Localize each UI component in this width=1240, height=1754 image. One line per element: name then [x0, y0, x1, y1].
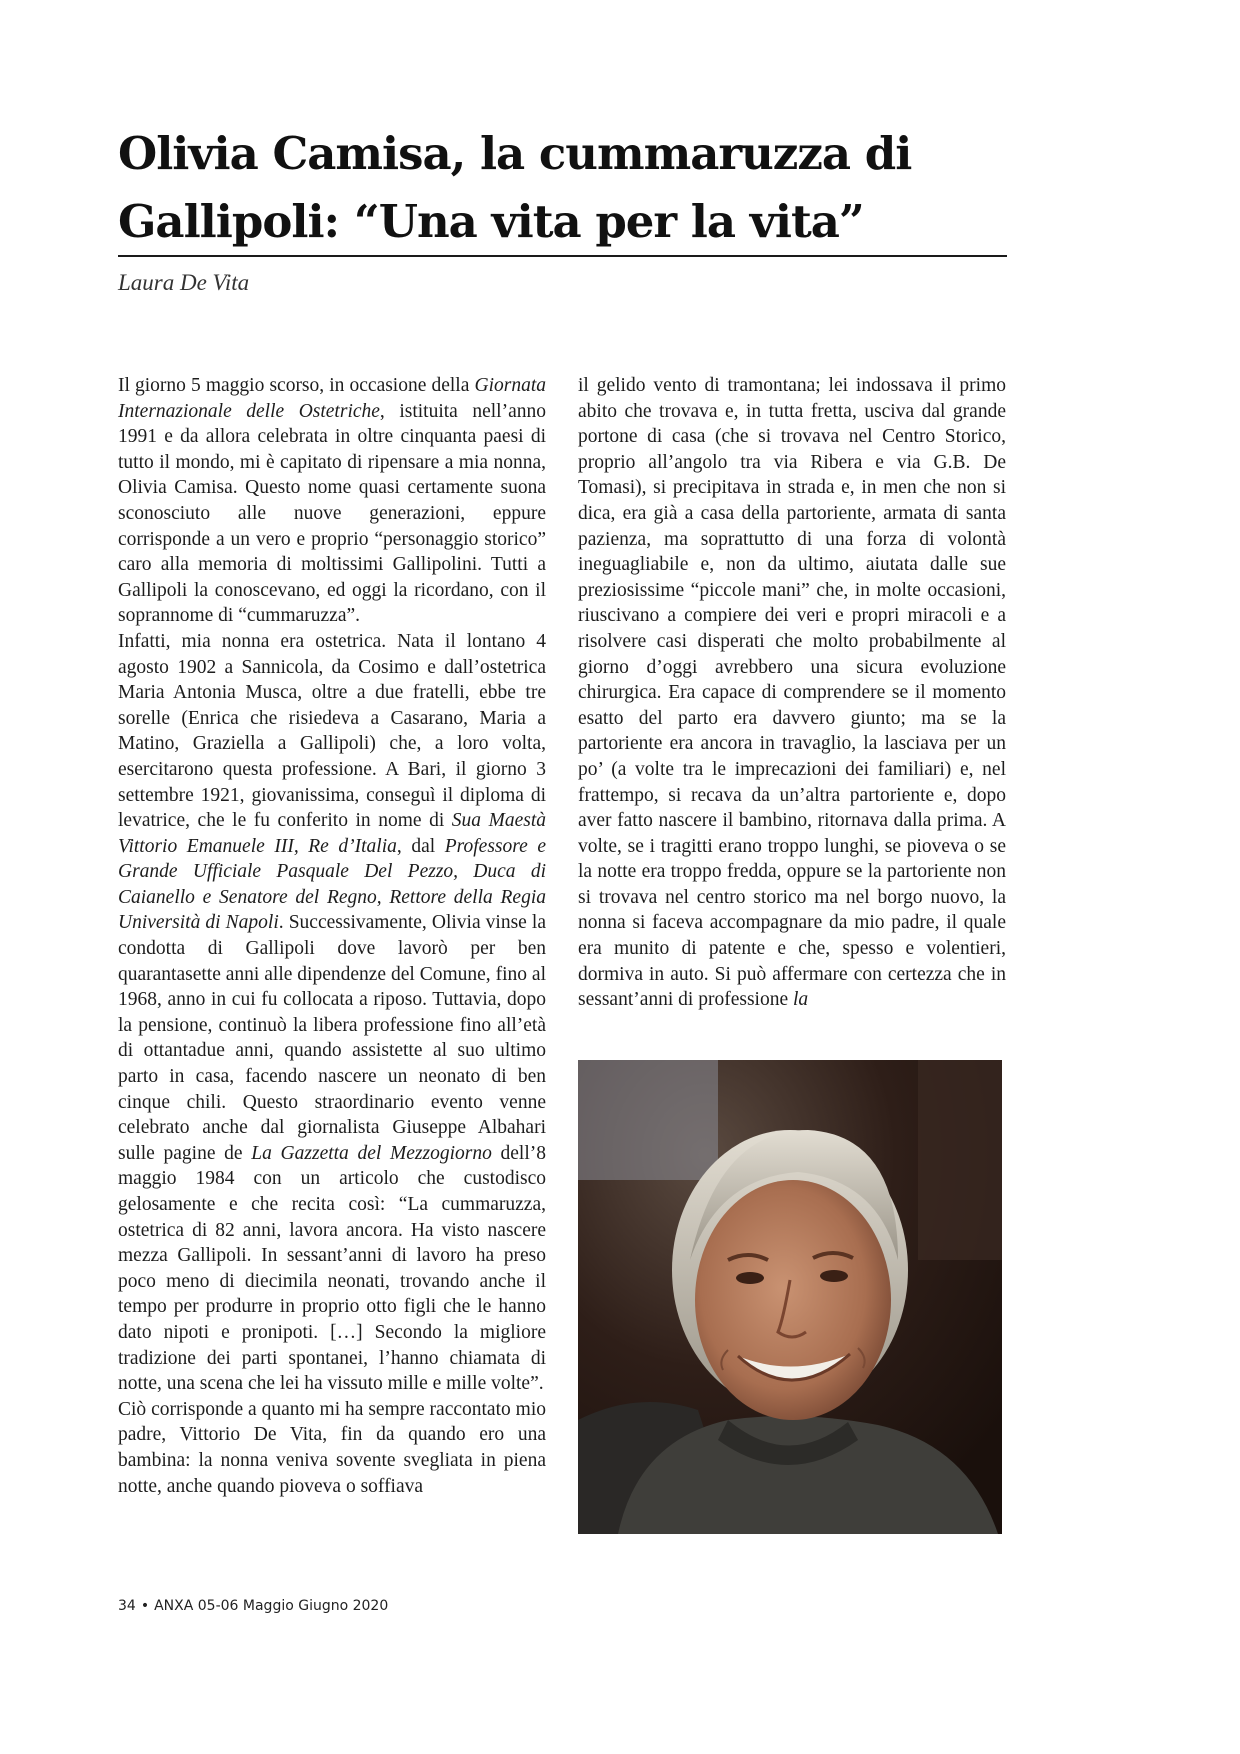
page-footer [118, 1598, 393, 1614]
portrait-illustration [578, 1060, 1002, 1534]
magazine-issue: ANXA 05-06 Maggio Giugno 2020 [154, 1598, 389, 1614]
paragraph: Infatti, mia nonna era ostetrica. Nata il lontano 4 agosto 1902 a Sannicola, da Cosimo e dall’ostetrica Maria Antonia Musca, oltre a due fratelli, ebbe tre sorelle (Enrica che risiedeva a Casarano, Maria a Matino, Graziella a Gallipoli) che, a loro volta, esercitarono questa professione. A Bari, il giorno 3 settembre 1921, giovanissima, conseguì il diploma di levatrice, che le fu conferito in nome di Sua Maestà Vittorio Emanuele III, Re d’Italia, dal Professore e Grande Ufficiale Pasquale Del Pezzo, Duca di Caianello e Senatore del Regno, Rettore della Regia Università di Napoli. Successivamente, Olivia vinse la condotta di Gallipoli dove lavorò per ben quarantasette anni alle dipendenze del Comune, fino al 1968, anno in cui fu collocata a riposo. Tuttavia, dopo la pensione, continuò la libera professione fino all’età di ottantadue anni, quando assistette al suo ultimo parto in casa, facendo nascere un neonato di ben cinque chili. Questo straordinario evento venne celebrato anche dal giornalista Giuseppe Albahari sulle pagine de La Gazzetta del Mezzogiorno dell’8 maggio 1984 con un articolo che custodisco gelosamente e che recita così: “La cummaruzza, ostetrica di 82 anni, lavora ancora. Ha visto nascere mezza Gallipoli. In sessant’anni di lavoro ha preso poco meno di diecimila neonati, trovando anche il tempo per produrre in proprio otto figli che le hanno dato nipoti e pronipoti. […] Secondo la migliore tradizione dei parti spontanei, l’hanno chiamata di notte, una scena che lei ha vissuto mille e mille volte”. [118, 630, 547, 1395]
portrait-photo [578, 1060, 1002, 1534]
body-column-right [578, 373, 1006, 1013]
article-title: Olivia Camisa, la cummaruzza di Gallipoli: “Una vita per la vita” [118, 127, 912, 248]
article-author: Laura De Vita [118, 270, 250, 295]
paragraph: Ciò corrisponde a quanto mi ha sempre raccontato mio padre, Vittorio De Vita, fin da quando ero una bambina: la nonna veniva sovente svegliata in piena notte, anche quando pioveva o soffiava [118, 1398, 546, 1497]
body-column-left [118, 373, 546, 1499]
paragraph: il gelido vento di tramontana; lei indossava il primo abito che trovava e, in tutta fretta, usciva dal grande portone di casa (che si trovava nel Centro Storico, proprio all’angolo tra via Ribera e via G.B. De Tomasi), si precipitava in strada e, in men che non si dica, era già a casa della partoriente, armata di santa pazienza, ma soprattutto di una forza di volontà ineguagliabile e, non da ultimo, aiutata dalle sue preziosissime “piccole mani” che, in molte occasioni, riuscivano a compiere dei veri e propri miracoli e a risolvere casi disperati che molto probabilmente al giorno d’oggi avrebbero una sicura evoluzione chirurgica. Era capace di comprendere se il momento esatto del parto era davvero giunto; ma se la partoriente era ancora in travaglio, la lasciava per un po’ (a volte tra le imprecazioni dei familiari) e, nel frattempo, si recava da un’altra partoriente e, dopo aver fatto nascere il bambino, ritornava dalla prima. A volte, se i tragitti erano troppo lunghi, se pioveva o se la notte era troppo fredda, oppure se la partoriente non si trovava nel centro storico ma nel borgo nuovo, la nonna si faceva accompagnare da mio padre, il quale era munito di patente e che, spesso e volentieri, dormiva in auto. Si può affermare con certezza che in sessant’anni di professione la [578, 375, 1006, 1011]
paragraph: Il giorno 5 maggio scorso, in occasione della Giornata Internazionale delle Ostetriche, istituita nell’anno 1991 e da allora celebrata in oltre cinquanta paesi di tutto il mondo, mi è capitato di ripensare a mia nonna, Olivia Camisa. Questo nome quasi certamente suona sconosciuto alle nuove generazioni, eppure corrisponde a un vero e proprio “personaggio storico” caro alla memoria di moltissimi Gallipolini. Tutti a Gallipoli la conoscevano, ed oggi la ricordano, con il soprannome di “cummaruzza”. [118, 375, 546, 627]
title-divider [118, 255, 1007, 257]
footer-separator: • [140, 1598, 150, 1614]
page-number: 34 [118, 1598, 136, 1614]
